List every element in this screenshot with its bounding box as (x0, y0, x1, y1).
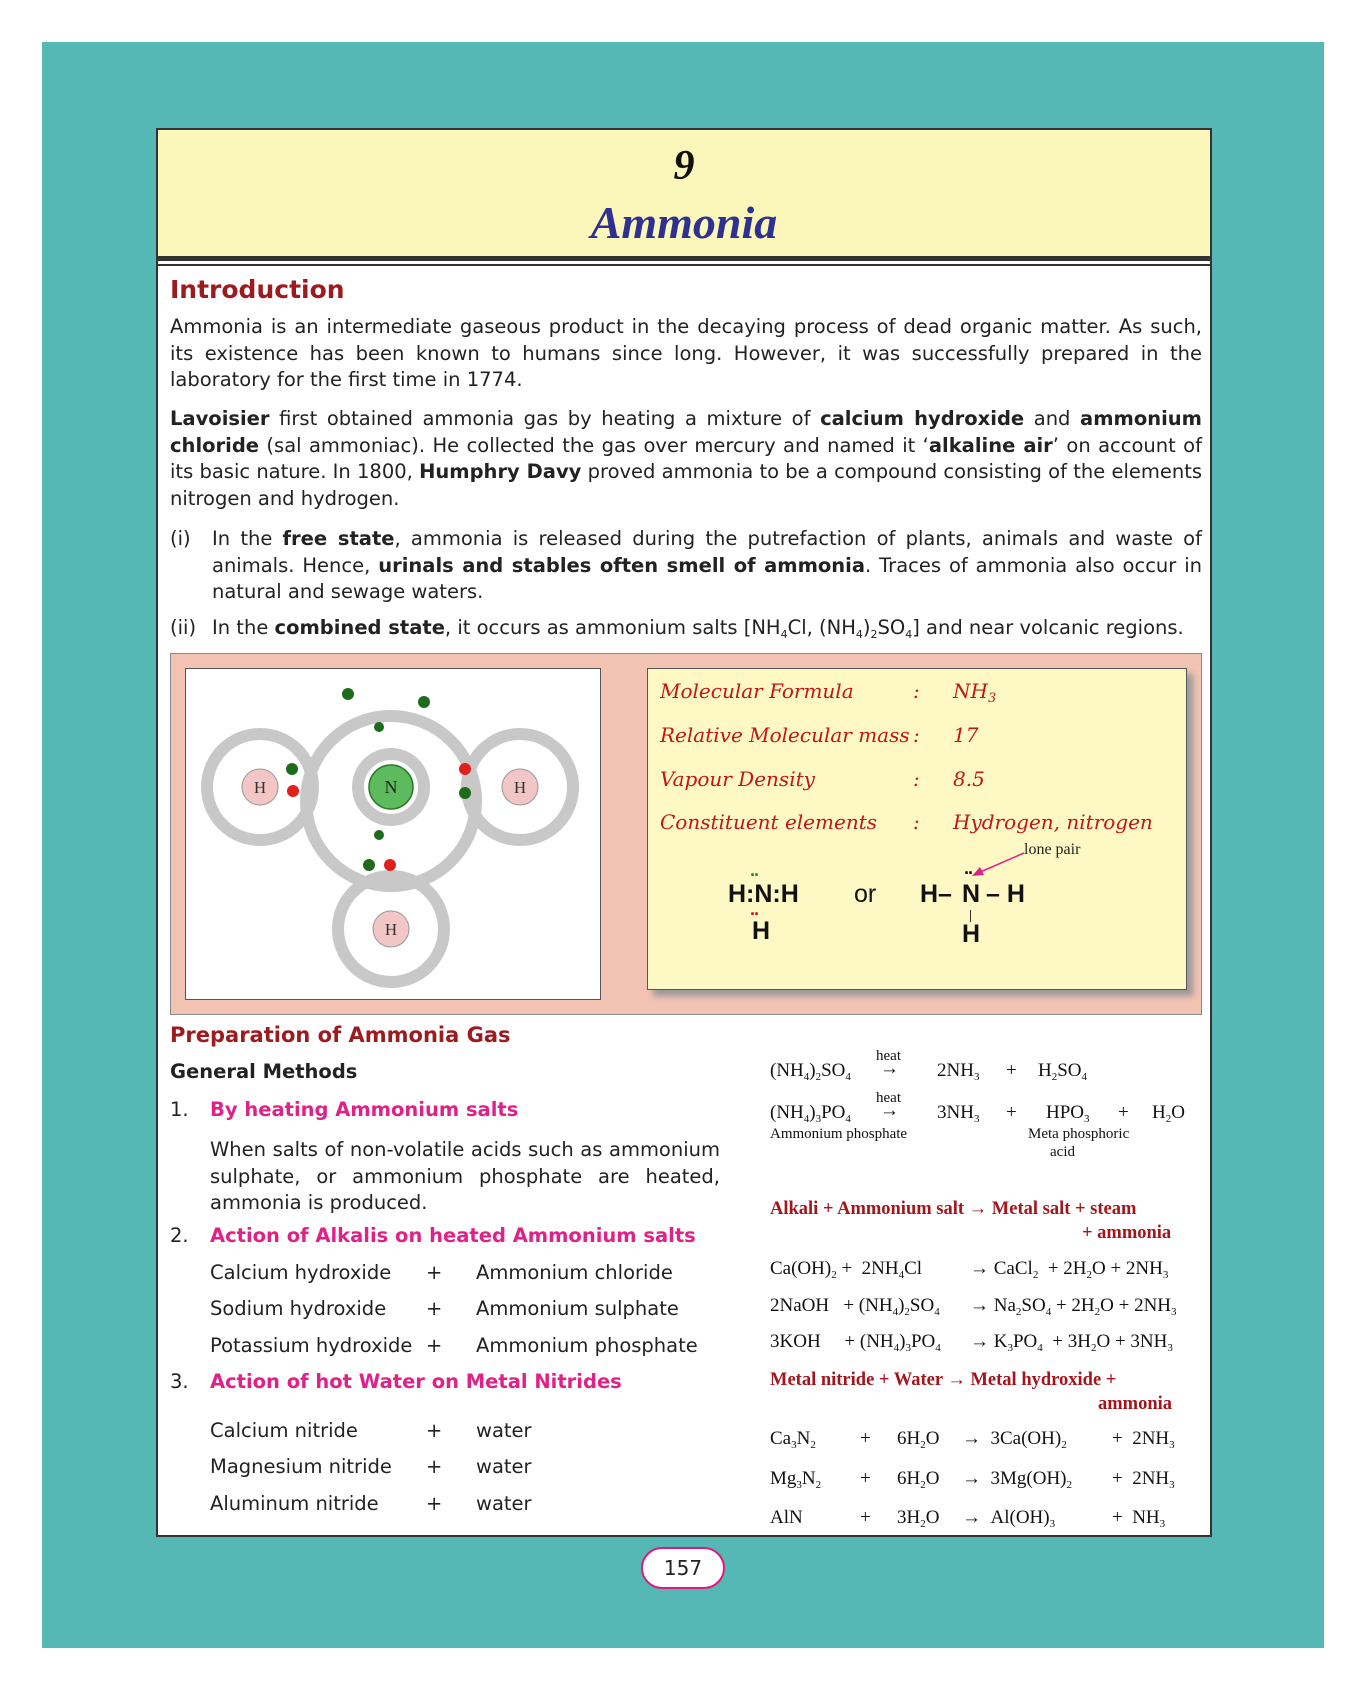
reactant-b: Ammonium phosphate (476, 1334, 698, 1357)
ammonia-info-panel (170, 653, 1202, 1015)
equation-6-ammonia: + $2NH_3$ (1112, 1428, 1175, 1451)
reactant-b: water (476, 1419, 532, 1442)
method-1-title: By heating Ammonium salts (210, 1098, 519, 1121)
plus-sign: + (426, 1455, 443, 1478)
text-span: , ammonia is released during the putrefaction of plants, animals and waste of animals. Hence, (212, 527, 1202, 577)
method-1-number: 1. (170, 1098, 189, 1121)
intro-paragraph-1: Ammonia is an intermediate gaseous product in the decaying process of dead organic matter. As such, its existence has been known to humans since long. However, it was successfully prepared in the laboratory for the first time in 1774. (170, 315, 1202, 391)
equation-5: 3KOH + $(NH_4)_3PO_4$ (770, 1331, 941, 1354)
reactant-b: water (476, 1492, 532, 1515)
product: $HPO_3$ (1046, 1102, 1090, 1125)
prop-separator: : (913, 810, 920, 834)
nitride-word-equation: Metal nitride + Water → Metal hydroxide + (770, 1370, 1117, 1390)
equation-4-products: → $Na_2SO_4 + 2H_2O + 2NH_3$ (970, 1295, 1177, 1318)
meta-phosphoric-label: Meta phosphoric (1028, 1126, 1130, 1142)
list-number: (i) (170, 527, 191, 550)
or-label: or (854, 880, 877, 908)
method-2-title: Action of Alkalis on heated Ammonium salts (210, 1224, 696, 1247)
arrow-line (978, 853, 1024, 873)
equation-6-products: → $3Ca(OH)_2$ (962, 1428, 1067, 1451)
text-span: first obtained ammonia gas by heating a mixture of (269, 407, 821, 430)
subscript: 4 (905, 628, 913, 641)
product: $H_2SO_4$ (1038, 1060, 1088, 1083)
list-text (212, 526, 1202, 606)
hydrogen-bottom-symbol: H (384, 920, 398, 939)
plus-sign: + (426, 1261, 443, 1284)
term-combined-state: combined state (274, 616, 445, 639)
text-span: . Traces of ammonia also occur in natural and sewage waters. (212, 553, 1203, 603)
reactant-a: Potassium hydroxide (210, 1334, 413, 1357)
lone-pair-label: lone pair (1024, 841, 1081, 858)
alkali-word-equation: Alkali + Ammonium salt → Metal salt + steam (770, 1199, 1137, 1219)
text-span: In the (212, 527, 283, 550)
text-span: proved ammonia to be a compound consisting of the elements nitrogen and hydrogen. (170, 460, 1203, 510)
bond-formula-n: N (962, 880, 981, 908)
lone-pair-arrow (966, 849, 1028, 879)
bond-formula-bottom-h: H (962, 920, 981, 948)
text-span: and (1024, 407, 1081, 430)
subscript: 2 (870, 628, 878, 641)
method-3-title: Action of hot Water on Metal Nitrides (210, 1370, 622, 1393)
plus-sign: + (860, 1507, 871, 1528)
bond-formula-right: – H (986, 880, 1025, 908)
list-item-free-state (170, 526, 1202, 606)
list-item-combined-state (170, 615, 1202, 645)
electron-h-shared (459, 763, 471, 775)
electron-n-outer (418, 696, 430, 708)
prop-value-constituent-elements: Hydrogen, nitrogen (953, 810, 1153, 834)
text-span: In the (212, 616, 275, 639)
text-span: NH (953, 679, 988, 703)
equation-4: 2NaOH + $(NH_4)_2SO_4$ (770, 1295, 940, 1318)
product: $3NH_3$ (937, 1102, 980, 1125)
prop-separator: : (913, 723, 920, 747)
term-lavoisier: Lavoisier (170, 407, 270, 430)
list-number: (ii) (170, 616, 197, 639)
reactant-a: Calcium hydroxide (210, 1261, 392, 1284)
lone-pair-dots: ·· (750, 865, 758, 885)
arrow: → (880, 1100, 899, 1121)
text-span: ] and near volcanic regions. (912, 616, 1184, 639)
plus-sign: + (426, 1492, 443, 1515)
subscript: 4 (780, 628, 788, 641)
prop-separator: : (913, 679, 920, 703)
text-span: ’ on account of its basic nature. In 1800, (170, 433, 1202, 483)
equation-7-ammonia: + $2NH_3$ (1112, 1468, 1175, 1491)
term-free-state: free state (282, 527, 395, 550)
list-text (212, 615, 1202, 649)
plus-sign: + (1006, 1102, 1017, 1123)
reactant-a: Calcium nitride (210, 1419, 358, 1442)
reactant-a: Aluminum nitride (210, 1492, 379, 1515)
reactant: $6H_2O$ (897, 1468, 940, 1491)
equation-7: $Mg_3N_2$ (770, 1468, 822, 1491)
prop-label-molecular-formula: Molecular Formula (660, 679, 854, 703)
lone-pair-dots-bond: ·· (964, 863, 972, 883)
equation-7-products: → $3Mg(OH)_2$ (962, 1468, 1072, 1491)
nitride-word-equation-cont: ammonia (1098, 1394, 1172, 1414)
bond-dots: ·· (750, 904, 758, 924)
reactant-b: Ammonium sulphate (476, 1297, 679, 1320)
hydrogen-right-symbol: H (513, 778, 527, 797)
reactant: $6H_2O$ (897, 1428, 940, 1451)
text-span: , it occurs as ammonium salts [NH (444, 616, 781, 639)
text-span: ) (862, 616, 871, 639)
prop-value-molecular-formula (953, 679, 996, 706)
dot-formula-bottom-h: H (752, 917, 771, 945)
method-2-number: 2. (170, 1224, 189, 1247)
alkali-word-equation-cont: + ammonia (1082, 1223, 1172, 1243)
subscript: 3 (987, 691, 997, 706)
prop-label-constituent-elements: Constituent elements (660, 810, 878, 834)
electron-n-inner (374, 722, 384, 732)
electron-h-shared (384, 859, 396, 871)
ammonium-phosphate-label: Ammonium phosphate (770, 1126, 908, 1142)
equation-3: $Ca(OH)_2 + 2NH_4Cl$ (770, 1258, 923, 1281)
plus-sign: + (860, 1428, 871, 1449)
electron-n-outer (342, 688, 354, 700)
plus-sign: + (426, 1297, 443, 1320)
acid-label: acid (1050, 1144, 1075, 1160)
nitrogen-symbol: N (384, 777, 398, 797)
electron-n-shared (459, 787, 471, 799)
equation-6: $Ca_3N_2$ (770, 1428, 816, 1451)
equation-2: $(NH_4)_3PO_4$ (770, 1102, 851, 1125)
term-humphry-davy: Humphry Davy (419, 460, 582, 483)
subscript: 4 (855, 628, 863, 641)
dot-formula: H:N:H (728, 880, 799, 908)
preparation-heading: Preparation of Ammonia Gas (170, 1023, 511, 1047)
term-ammonium-chloride: ammonium chloride (170, 407, 1202, 457)
electron-h-shared (287, 785, 299, 797)
plus-sign: + (1006, 1060, 1017, 1081)
electron-dot-diagram (185, 668, 601, 1000)
method-3-number: 3. (170, 1370, 189, 1393)
chapter-title: Ammonia (590, 197, 778, 248)
plus-sign: + (860, 1468, 871, 1489)
bond-formula-left: H– (920, 880, 952, 908)
equation-1: $(NH_4)_2SO_4$ (770, 1060, 851, 1083)
general-methods-heading: General Methods (170, 1060, 358, 1083)
plus-sign: + (1118, 1102, 1129, 1123)
electron-n-shared (363, 859, 375, 871)
reactant: $3H_2O$ (897, 1507, 940, 1530)
heat-label: heat (876, 1090, 901, 1106)
term-urinals: urinals and stables often smell of ammonia (378, 553, 866, 577)
prop-label-molecular-mass: Relative Molecular mass (660, 723, 910, 747)
introduction-heading: Introduction (170, 275, 345, 304)
electron-n-shared (286, 763, 298, 775)
equation-8: AlN (770, 1507, 803, 1528)
reactant-a: Magnesium nitride (210, 1455, 392, 1478)
equation-5-products: → $K_3PO_4 + 3H_2O + 3NH_3$ (970, 1331, 1173, 1354)
product: $2NH_3$ (937, 1060, 980, 1083)
prop-value-vapour-density: 8.5 (953, 767, 985, 791)
chapter-number: 9 (673, 143, 695, 189)
equation-3-products: → CaCl$_2$ + $2H_2O + 2NH_3$ (970, 1258, 1169, 1281)
plus-sign: + (426, 1334, 443, 1357)
text-span: SO (877, 616, 906, 639)
text-span: (sal ammoniac). He collected the gas over mercury and named it ‘ (259, 433, 929, 457)
term-calcium-hydroxide: calcium hydroxide (820, 407, 1025, 430)
arrow: → (880, 1058, 899, 1079)
prop-value-molecular-mass: 17 (953, 723, 979, 747)
page-content (156, 128, 1212, 1537)
reactant-b: Ammonium chloride (476, 1261, 673, 1284)
page-number: 157 (641, 1547, 725, 1589)
ammonia-bonding-diagram (186, 669, 600, 999)
reactant-a: Sodium hydroxide (210, 1297, 387, 1320)
prop-label-vapour-density: Vapour Density (660, 767, 815, 791)
equation-8-products: → $Al(OH)_3$ (962, 1507, 1056, 1530)
prop-separator: : (913, 767, 920, 791)
hydrogen-left-symbol: H (253, 778, 267, 797)
heat-label: heat (876, 1048, 901, 1064)
properties-box (647, 668, 1187, 990)
electron-n-inner (374, 830, 384, 840)
product: $H_2O$ (1152, 1102, 1185, 1125)
equation-8-ammonia: + $NH_3$ (1112, 1507, 1166, 1530)
plus-sign: + (426, 1419, 443, 1442)
text-span: Cl, (NH (787, 616, 856, 639)
arrow-head (972, 867, 984, 876)
reactant-b: water (476, 1455, 532, 1478)
method-1-description: When salts of non-volatile acids such as ammonium sulphate, or ammonium phosphate are heated, ammonia is produced. (210, 1138, 720, 1214)
term-alkaline-air: alkaline air (928, 433, 1053, 457)
intro-paragraph-2 (170, 406, 1202, 512)
chapter-header (158, 130, 1210, 261)
